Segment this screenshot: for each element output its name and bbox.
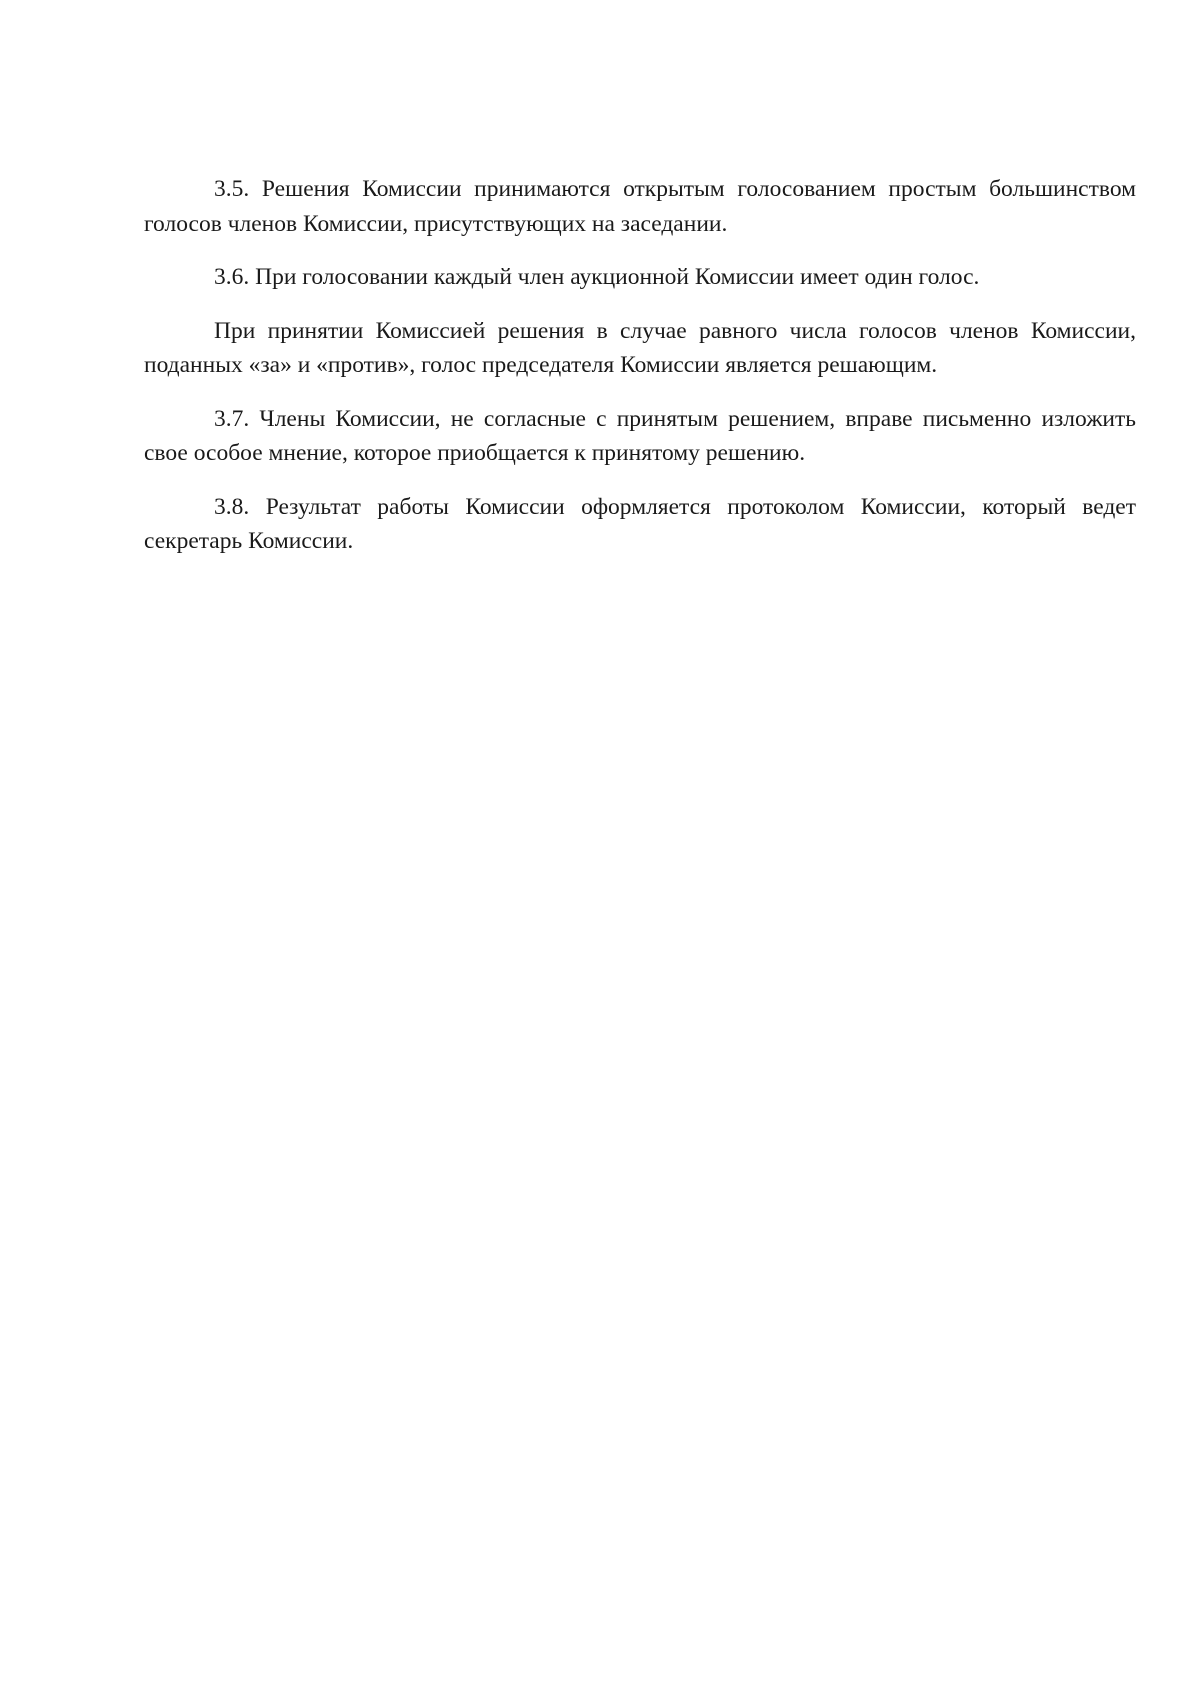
paragraph-3-5: 3.5. Решения Комиссии принимаются открытым голосованием простым большинством голосов членов Комиссии, присутствующих на заседании.: [144, 176, 1136, 237]
paragraph-3-8: 3.8. Результат работы Комиссии оформляется протоколом Комиссии, который ведет секретарь Комиссии.: [144, 493, 1136, 554]
paragraph-3-6-tie-vote: При принятии Комиссией решения в случае равного числа голосов членов Комиссии, поданных «за» и «против», голос председателя Комиссии является решающим.: [144, 317, 1136, 378]
paragraph-3-6: 3.6. При голосовании каждый член аукционной Комиссии имеет один голос.: [214, 264, 980, 290]
paragraph-3-7: 3.7. Члены Комиссии, не согласные с принятым решением, вправе письменно изложить свое особое мнение, которое приобщается к принятому решению.: [144, 405, 1136, 466]
document-body: [144, 172, 1136, 578]
